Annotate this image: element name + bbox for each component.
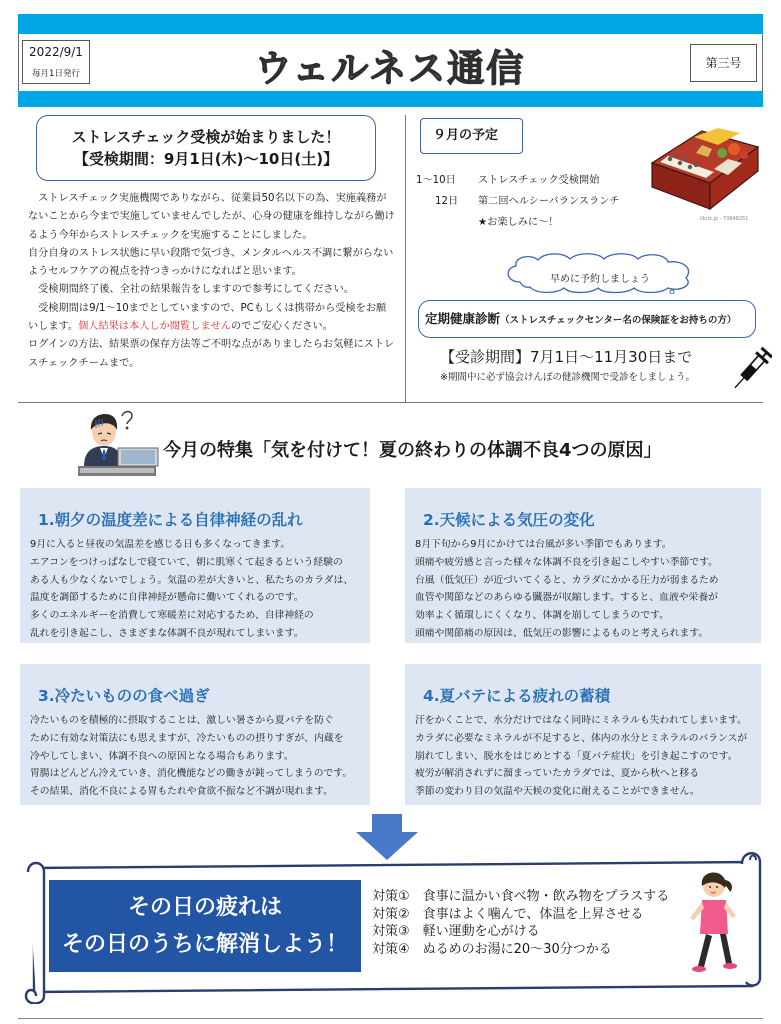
column-divider xyxy=(405,115,406,402)
stress-check-paragraph: 自分自身のストレス状態に早い段階で気づき、メンタルヘルス不調に繋がらないようセルフケアの視点を持つきっかけになればと思います。 xyxy=(28,247,394,278)
paragraph-text: 受検期間は9/1～10までとしていますので、PCもしくは携帯から受検をお願いします。 xyxy=(28,302,387,333)
stress-check-paragraph: ログインの方法、結果票の保存方法等ご不明な点がありましたらお気軽にストレスチェックチームまで。 xyxy=(28,339,395,369)
cause-line: 冷たいものを積極的に摂取することは、激しい暑さから夏バテを防ぐ xyxy=(30,715,334,726)
measures-list xyxy=(372,888,669,958)
schedule-date: 12日 xyxy=(435,196,459,207)
cause-heading: 4.夏バテによる疲れの蓄積 xyxy=(423,687,611,705)
cause-line: 崩れてしまい、脱水をはじめとする「夏バテ症状」を引き起こすのです。 xyxy=(415,750,738,762)
cause-card xyxy=(405,488,761,643)
schedule-event: ★お楽しみに～！ xyxy=(478,217,559,228)
measure-item: 対策① 食事に温かい食べ物・飲み物をプラスする xyxy=(372,889,670,904)
measure-item: 対策② 食事はよく噛んで、体温を上昇させる xyxy=(372,906,644,922)
schedule-title: ９月の予定 xyxy=(420,118,523,154)
measure-item: 対策④ ぬるめのお湯に20～30分つかる xyxy=(372,941,612,957)
bento-box-illustration xyxy=(648,125,760,213)
section-divider xyxy=(18,402,763,403)
cause-line: 血管や関節などのあらゆる臓器が収縮します。すると、血液や栄養が xyxy=(415,592,718,604)
cause-line: 冷やしてしまい、体調不良への原因となる場合もあります。 xyxy=(30,750,294,762)
stress-check-body xyxy=(28,190,396,373)
stress-check-title: ストレスチェック受検が始まりました！ xyxy=(71,128,341,146)
cause-line: ために有効な対策法にも思えますが、冷たいものの摂りすぎが、内蔵を xyxy=(30,732,344,744)
stress-check-paragraph xyxy=(28,300,396,337)
cause-line: 9月に入ると昼夜の気温差を感じる日も多くなってきます。 xyxy=(30,539,291,550)
issue-number: 第三号 xyxy=(690,44,757,82)
checkup-period-note: ※期間中に必ず協会けんぽの健診機関で受診をしましょう。 xyxy=(440,372,695,383)
conclusion-line: その日のうちに解消しよう！ xyxy=(61,932,348,957)
stress-check-title-box xyxy=(36,115,376,181)
cause-line: 8月下旬から9月にかけては台風が多い季節でもあります。 xyxy=(415,539,672,550)
header-top-bar xyxy=(18,14,763,34)
stress-check-paragraph: ストレスチェック実施機関でありながら、従業員50名以下の為、実施義務がないことから今まで実施していませんでしたが、心身の健康を維持しながら働けるよう今年からストレスチェックを実施することにしました。 xyxy=(28,193,395,241)
cause-line: 温度を調節するために自律神経が懸命に働いてくれるのです。 xyxy=(30,592,304,604)
page-bottom-rule xyxy=(18,1018,763,1019)
checkup-title: 定期健康診断 xyxy=(425,311,501,326)
date-box xyxy=(22,40,90,84)
cause-line: 疲労が解消されずに溜まっていたカラダでは、夏から秋へと移る xyxy=(415,768,700,780)
measure-item: 対策③ 軽い運動を心がける xyxy=(372,924,540,939)
header-bottom-bar xyxy=(18,91,763,107)
cause-line: 汗をかくことで、水分だけではなく同時にミネラルも失われてしまいます。 xyxy=(415,715,747,726)
checkup-note: （ストレスチェックセンター名の保険証をお持ちの方） xyxy=(500,315,737,326)
cause-line: カラダに必要なミネラルが不足すると、体内の水分とミネラルのバランスが xyxy=(415,732,748,744)
cause-line: その結果、消化不良による胃もたれや食欲不振など不調が現れます。 xyxy=(30,786,333,798)
cause-line: 多くのエネルギーを消費して寒暖差に対応するため、自律神経の xyxy=(30,610,314,622)
cause-heading: 1.朝夕の温度差による自律神経の乱れ xyxy=(38,511,303,529)
schedule-event: 第二回ヘルシーバランスランチ xyxy=(478,196,620,207)
privacy-notice: 個人結果は本人しか閲覧しません xyxy=(78,321,231,333)
syringe-icon xyxy=(730,344,772,396)
paragraph-text: のでご安心ください。 xyxy=(230,321,333,333)
bubble-text: 早めに予約しましょう xyxy=(550,274,650,285)
cause-line: エアコンをつけっぱなしで寝ていて、朝に肌寒くて起きるという経験の xyxy=(30,556,343,568)
feature-title: 今月の特集「気を付けて！夏の終わりの体調不良4つの原因」 xyxy=(163,440,662,461)
worried-worker-icon xyxy=(74,408,160,478)
conclusion-line: その日の疲れは xyxy=(127,895,282,920)
checkup-box xyxy=(418,300,756,338)
walking-woman-icon xyxy=(680,870,746,980)
schedule-date: 1～10日 xyxy=(416,175,456,186)
publish-note: 毎月1日発行 xyxy=(32,69,80,79)
newsletter-title: ウェルネス通信 xyxy=(254,47,526,90)
stress-check-paragraph: 受検期間終了後、全社の結果報告をしますので参考にしてください。 xyxy=(28,284,354,296)
cause-line: 乱れを引き起こし、さまざまな体調不良が現れてしまいます。 xyxy=(30,627,304,639)
cause-line: 頭痛や関節痛の原因は、低気圧の影響によるものと考えられます。 xyxy=(415,627,709,639)
cause-card xyxy=(20,488,370,643)
issue-date: 2022/9/1 xyxy=(29,45,83,59)
checkup-period: 【受診期間】7月1日～11月30日まで xyxy=(440,348,693,366)
cause-heading: 3.冷たいものの食べ過ぎ xyxy=(38,687,210,705)
schedule-event: ストレスチェック受検開始 xyxy=(478,175,600,186)
cause-line: 台風（低気圧）が近づいてくると、カラダにかかる圧力が弱まるため xyxy=(415,574,719,586)
cause-card xyxy=(20,664,370,805)
cause-line: 季節の変わり目の気温や天候の変化に耐えることができません。 xyxy=(415,786,700,798)
cause-heading: 2.天候による気圧の変化 xyxy=(423,511,595,529)
cause-card xyxy=(405,664,761,805)
image-credit: illust.jp - 70848251 xyxy=(700,216,749,222)
cause-line: 頭痛や疲労感と言った様々な体調不良を引き起こしやすい季節です。 xyxy=(415,556,718,568)
stress-check-period: 【受検期間：9月1日(木)～10日(土)】 xyxy=(73,150,339,168)
cause-line: 効率よく循環しにくくなり、体調を崩してしまうのです。 xyxy=(415,610,669,622)
conclusion-box xyxy=(49,880,361,972)
cause-line: 胃腸はどんどん冷えていき、消化機能などの働きが鈍ってしまうのです。 xyxy=(30,768,353,780)
cause-line: ある人も少なくないでしょう。気温の差が大きいと、私たちのカラダは、 xyxy=(30,574,354,586)
